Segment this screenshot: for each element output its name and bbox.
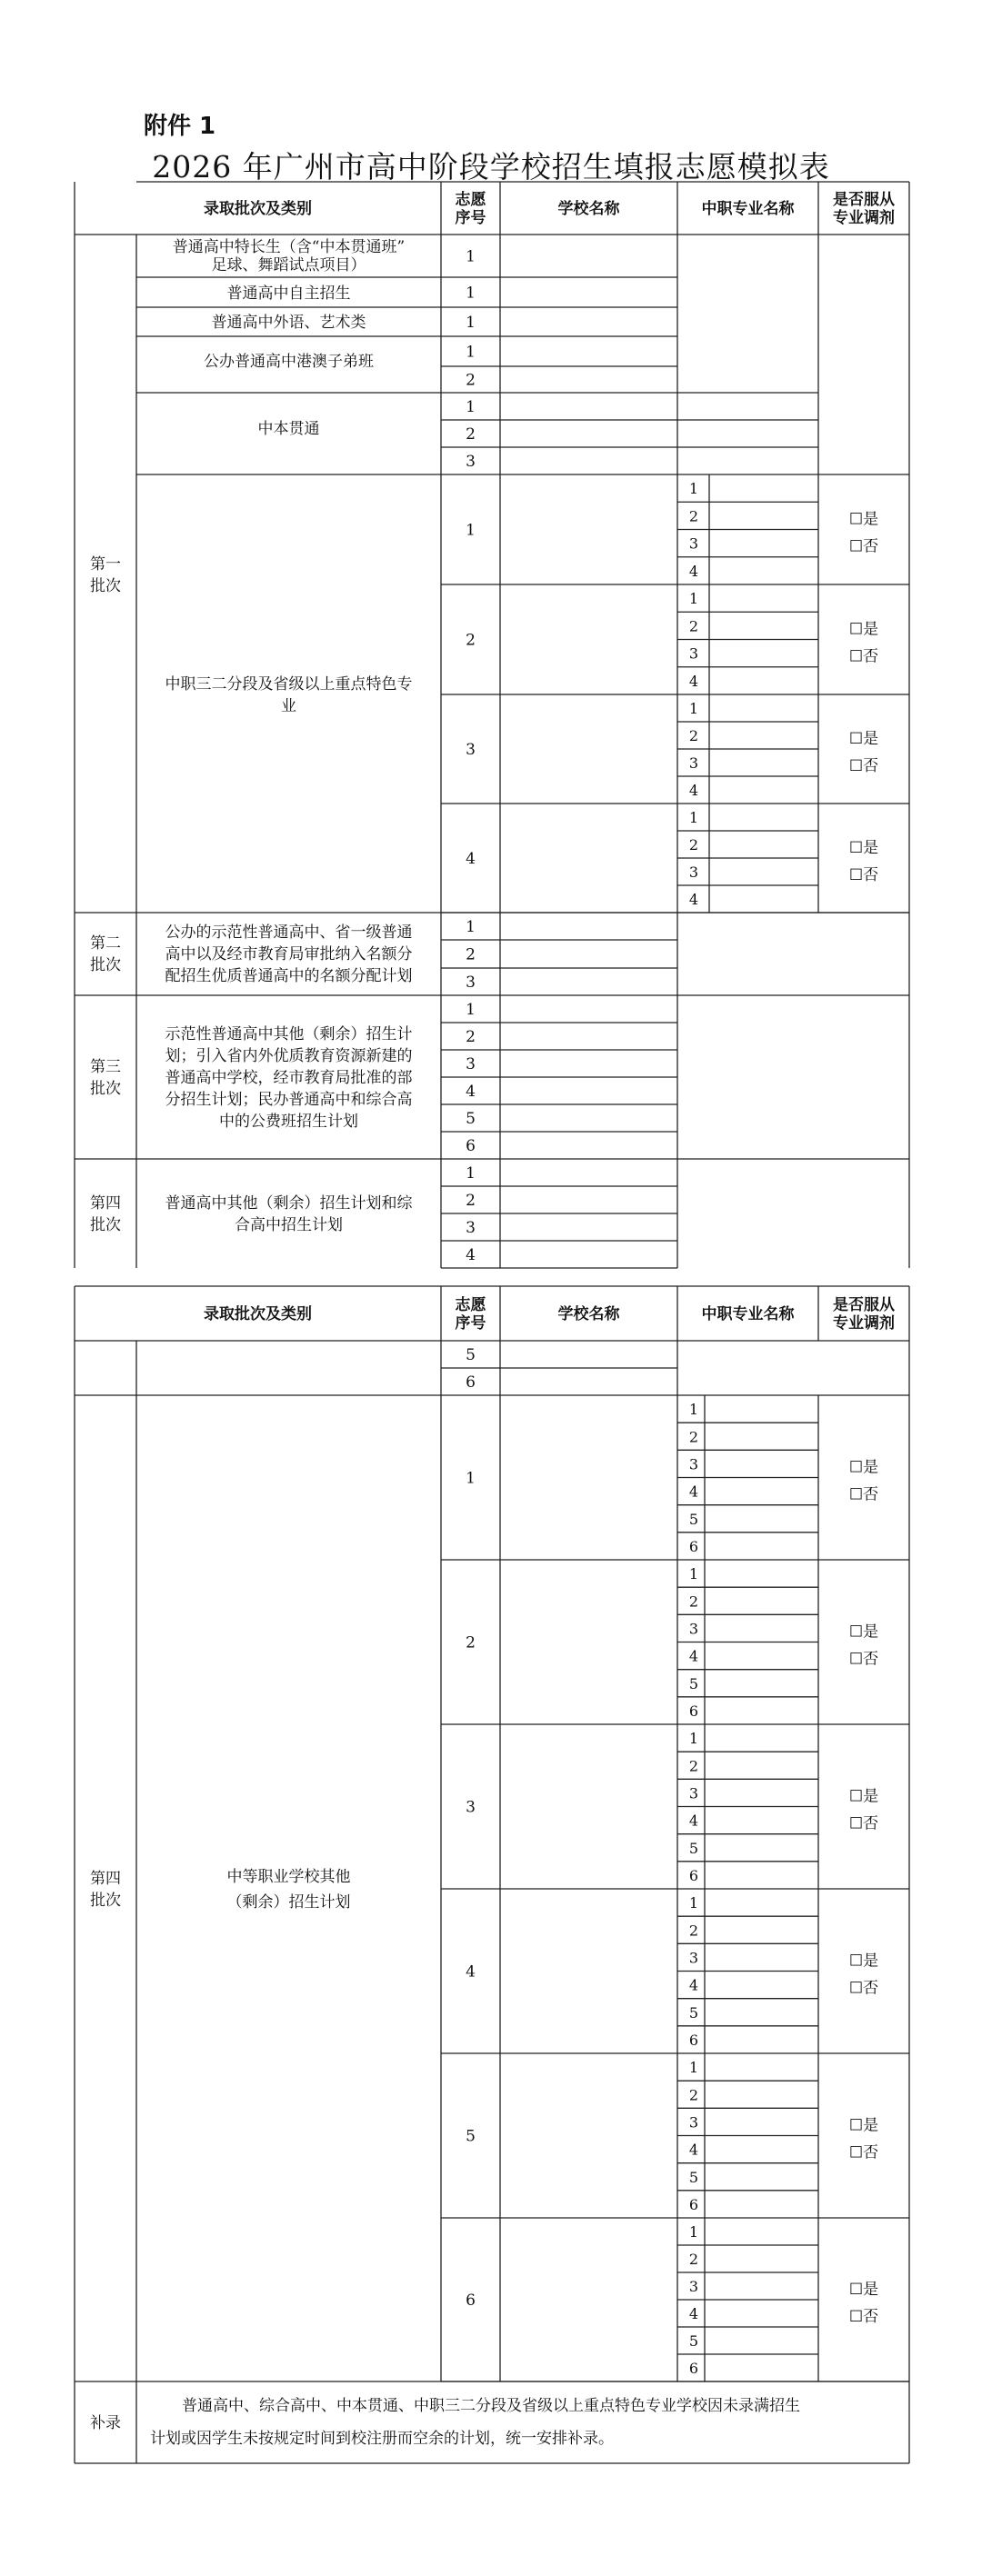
major-slot-number: 2 <box>688 1593 699 1611</box>
choice-order-number: 4 <box>466 1962 476 1982</box>
category-third: 划；引入省内外优质教育资源新建的 <box>165 1047 413 1065</box>
header-adjust: 专业调剂 <box>833 1314 895 1333</box>
choice-order-number: 1 <box>466 284 476 303</box>
batch-first: 第一 <box>90 555 121 574</box>
choice-order-number: 2 <box>466 1633 476 1652</box>
major-slot-number: 4 <box>688 2141 699 2159</box>
category-sanerr: 中职三二分段及省级以上重点特色专 <box>165 675 413 694</box>
major-slot-number: 6 <box>688 2195 699 2213</box>
choice-order-number: 3 <box>466 453 476 471</box>
major-slot-number: 3 <box>688 2113 699 2132</box>
choice-order-number: 1 <box>466 314 476 332</box>
adjust-yes-checkbox[interactable]: ☐是 <box>848 839 879 857</box>
adjust-yes-checkbox[interactable]: ☐是 <box>848 510 879 529</box>
major-slot-number: 3 <box>688 534 699 553</box>
choice-order-number: 3 <box>466 973 476 992</box>
major-slot-number: 6 <box>688 2360 699 2377</box>
major-slot-number: 2 <box>688 727 699 744</box>
adjust-yes-checkbox[interactable]: ☐是 <box>848 1787 879 1806</box>
header-major: 中职专业名称 <box>701 200 795 218</box>
major-slot-number: 5 <box>688 1839 699 1857</box>
choice-order-number: 3 <box>466 741 476 759</box>
category-fourth: 普通高中其他（剩余）招生计划和综 <box>165 1194 413 1213</box>
attachment-label: 附件 1 <box>144 113 216 140</box>
major-slot-number: 6 <box>688 1866 699 1884</box>
choice-order-number: 5 <box>466 2127 476 2146</box>
major-slot-number: 2 <box>688 2086 699 2104</box>
choice-order-number: 1 <box>466 521 476 540</box>
major-slot-number: 1 <box>688 2223 699 2241</box>
category-hk-macau: 公办普通高中港澳子弟班 <box>204 353 374 371</box>
category-quota: 公办的示范性普通高中、省一级普通 <box>165 924 413 942</box>
major-slot-number: 5 <box>688 2168 699 2186</box>
choice-order-number: 2 <box>466 945 476 964</box>
category-zhongben: 中本贯通 <box>257 420 320 438</box>
header-order: 志愿 <box>455 1296 486 1314</box>
choice-order-number: 5 <box>466 1346 476 1364</box>
choice-order-number: 4 <box>466 850 476 868</box>
header-adjust: 专业调剂 <box>833 209 895 227</box>
major-slot-number: 4 <box>688 1483 699 1501</box>
choice-order-number: 2 <box>466 1028 476 1046</box>
major-slot-number: 3 <box>688 1949 699 1967</box>
major-slot-number: 4 <box>688 562 699 580</box>
header-order: 序号 <box>455 1314 486 1333</box>
adjust-no-checkbox[interactable]: ☐否 <box>848 537 879 556</box>
category-sanerr: 业 <box>281 697 296 715</box>
major-slot-number: 3 <box>688 864 699 881</box>
category-special-students: 普通高中特长生（含“中本贯通班” <box>172 238 406 256</box>
major-slot-number: 1 <box>688 1730 699 1748</box>
header-order: 志愿 <box>455 191 486 209</box>
major-slot-number: 1 <box>688 700 699 717</box>
major-slot-number: 2 <box>688 1757 699 1775</box>
major-slot-number: 1 <box>688 1401 699 1419</box>
batch-first: 批次 <box>90 577 121 595</box>
choice-order-number: 6 <box>466 1373 476 1392</box>
major-slot-number: 4 <box>688 1976 699 1994</box>
major-slot-number: 1 <box>688 480 699 498</box>
major-slot-number: 2 <box>688 2251 699 2268</box>
major-slot-number: 1 <box>688 1565 699 1583</box>
choice-order-number: 3 <box>466 1055 476 1073</box>
choice-order-number: 5 <box>466 1110 476 1128</box>
major-slot-number: 6 <box>688 2031 699 2049</box>
choice-order-number: 1 <box>466 1001 476 1019</box>
adjust-no-checkbox[interactable]: ☐否 <box>848 866 879 884</box>
category-third: 中的公费班招生计划 <box>219 1113 358 1131</box>
adjust-no-checkbox[interactable]: ☐否 <box>848 1485 879 1504</box>
choice-order-number: 4 <box>466 1083 476 1101</box>
choice-order-number: 1 <box>466 1164 476 1183</box>
choice-order-number: 2 <box>466 631 476 650</box>
batch-fourth: 批次 <box>90 1892 121 1910</box>
category-special-students: 足球、舞蹈试点项目） <box>211 256 366 275</box>
header-school: 学校名称 <box>557 200 620 218</box>
major-slot-number: 1 <box>688 590 699 608</box>
major-slot-number: 3 <box>688 1784 699 1802</box>
adjust-yes-checkbox[interactable]: ☐是 <box>848 1622 879 1642</box>
choice-order-number: 3 <box>466 1798 476 1817</box>
form-title: 2026 年广州市高中阶段学校招生填报志愿模拟表 <box>152 149 830 185</box>
choice-order-number: 1 <box>466 1469 476 1488</box>
supplement-text: 计划或因学生未按规定时间到校注册而空余的计划，统一安排补录。 <box>150 2430 614 2448</box>
batch-fourth: 第四 <box>90 1870 121 1888</box>
batch-third: 批次 <box>90 1080 121 1098</box>
major-slot-number: 2 <box>688 1922 699 1940</box>
category-quota: 配招生优质普通高中的名额分配计划 <box>165 967 413 985</box>
choice-order-number: 2 <box>466 371 476 390</box>
choice-order-number: 6 <box>466 2291 476 2310</box>
major-slot-number: 3 <box>688 754 699 772</box>
header-order: 序号 <box>455 209 486 227</box>
batch-third: 第三 <box>90 1058 121 1076</box>
major-slot-number: 6 <box>688 1702 699 1720</box>
category-vocational: （剩余）招生计划 <box>226 1893 351 1912</box>
major-slot-number: 3 <box>688 1455 699 1473</box>
major-slot-number: 4 <box>688 1647 699 1665</box>
header-adjust: 是否服从 <box>833 191 895 209</box>
batch-fourth: 第四 <box>90 1194 121 1213</box>
adjust-no-checkbox[interactable]: ☐否 <box>848 2308 879 2326</box>
supplement-text: 普通高中、综合高中、中本贯通、中职三二分段及省级以上重点特色专业学校因未录满招生 <box>182 2397 800 2415</box>
choice-order-number: 1 <box>466 247 476 266</box>
adjust-yes-checkbox[interactable]: ☐是 <box>848 2281 879 2299</box>
category-foreign-art: 普通高中外语、艺术类 <box>211 314 366 332</box>
category-fourth: 合高中招生计划 <box>235 1216 343 1234</box>
adjust-yes-checkbox[interactable]: ☐是 <box>848 1458 879 1477</box>
major-slot-number: 4 <box>688 672 699 690</box>
major-slot-number: 5 <box>688 1510 699 1528</box>
batch-second: 第二 <box>90 934 121 953</box>
batch-supplement: 补录 <box>90 2414 121 2432</box>
major-slot-number: 4 <box>688 782 699 799</box>
adjust-yes-checkbox[interactable]: ☐是 <box>848 2116 879 2135</box>
major-slot-number: 6 <box>688 1537 699 1555</box>
major-slot-number: 2 <box>688 836 699 854</box>
adjust-no-checkbox[interactable]: ☐否 <box>848 2143 879 2162</box>
major-slot-number: 1 <box>688 2059 699 2077</box>
adjust-no-checkbox[interactable]: ☐否 <box>848 1979 879 1998</box>
category-self-enroll: 普通高中自主招生 <box>226 285 351 303</box>
header-category: 录取批次及类别 <box>204 1305 312 1323</box>
adjust-yes-checkbox[interactable]: ☐是 <box>848 620 879 639</box>
major-slot-number: 3 <box>688 2278 699 2295</box>
major-slot-number: 4 <box>688 1812 699 1830</box>
major-slot-number: 3 <box>688 644 699 663</box>
category-third: 分招生计划；民办普通高中和综合高 <box>165 1091 413 1109</box>
major-slot-number: 3 <box>688 1620 699 1638</box>
major-slot-number: 2 <box>688 507 699 525</box>
choice-order-number: 1 <box>466 343 476 362</box>
choice-order-number: 2 <box>466 1192 476 1210</box>
adjust-yes-checkbox[interactable]: ☐是 <box>848 1952 879 1971</box>
adjust-no-checkbox[interactable]: ☐否 <box>848 757 879 775</box>
major-slot-number: 5 <box>688 2332 699 2350</box>
header-major: 中职专业名称 <box>701 1305 795 1323</box>
adjust-yes-checkbox[interactable]: ☐是 <box>848 730 879 748</box>
category-vocational: 中等职业学校其他 <box>226 1868 351 1886</box>
adjust-no-checkbox[interactable]: ☐否 <box>848 1650 879 1669</box>
choice-order-number: 2 <box>466 425 476 444</box>
category-third: 示范性普通高中其他（剩余）招生计 <box>165 1025 413 1043</box>
batch-second: 批次 <box>90 956 121 974</box>
choice-order-number: 1 <box>466 918 476 936</box>
major-slot-number: 2 <box>688 617 699 635</box>
major-slot-number: 2 <box>688 1428 699 1446</box>
major-slot-number: 4 <box>688 2305 699 2322</box>
major-slot-number: 4 <box>688 891 699 908</box>
major-slot-number: 5 <box>688 2003 699 2022</box>
adjust-no-checkbox[interactable]: ☐否 <box>848 1814 879 1833</box>
batch-fourth: 批次 <box>90 1216 121 1234</box>
adjust-no-checkbox[interactable]: ☐否 <box>848 647 879 666</box>
choice-order-number: 4 <box>466 1246 476 1264</box>
major-slot-number: 1 <box>688 809 699 826</box>
category-third: 普通高中学校，经市教育局批准的部 <box>165 1069 413 1087</box>
header-category: 录取批次及类别 <box>204 200 312 218</box>
major-slot-number: 5 <box>688 1674 699 1692</box>
major-slot-number: 1 <box>688 1894 699 1912</box>
category-quota: 高中以及经市教育局审批纳入名额分 <box>165 945 413 964</box>
choice-order-number: 1 <box>466 398 476 416</box>
header-school: 学校名称 <box>557 1305 620 1323</box>
choice-order-number: 3 <box>466 1219 476 1237</box>
choice-order-number: 6 <box>466 1137 476 1155</box>
header-adjust: 是否服从 <box>833 1296 895 1314</box>
